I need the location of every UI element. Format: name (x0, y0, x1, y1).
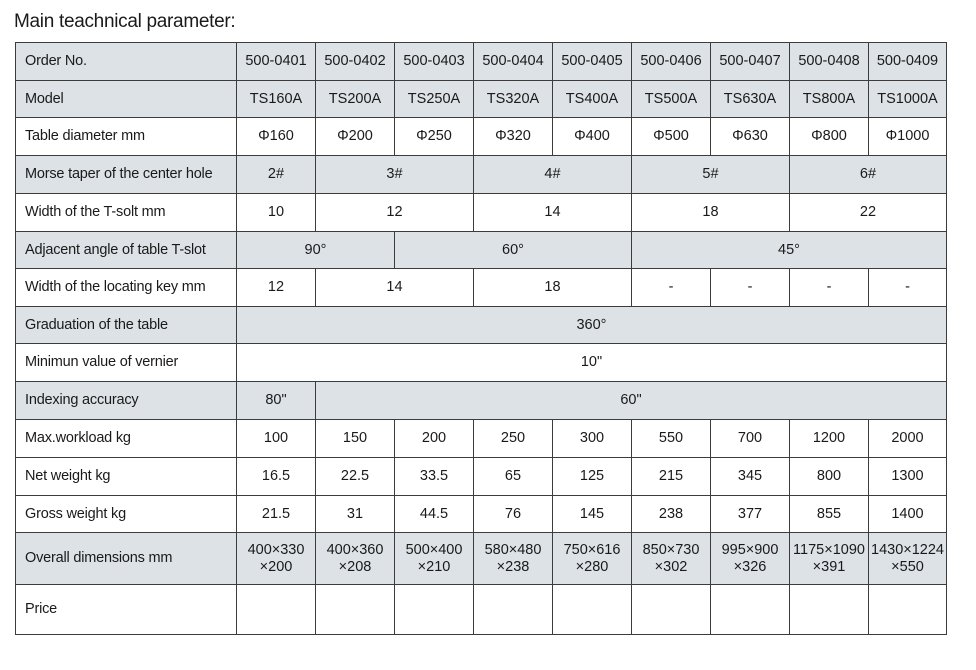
net-weight-cell: 33.5 (395, 458, 474, 496)
morse-cell: 2# (237, 156, 316, 194)
morse-cell: 5# (632, 156, 790, 194)
gross-weight-cell: 238 (632, 496, 711, 533)
dimension-cell: 995×900 ×326 (711, 533, 790, 585)
order-no-cell: 500-0409 (869, 43, 947, 81)
row-net-weight (16, 458, 947, 496)
row-label: Table diameter mm (16, 118, 237, 156)
diameter-cell: Φ1000 (869, 118, 947, 156)
net-weight-cell: 65 (474, 458, 553, 496)
indexing-cell: 80" (237, 382, 316, 420)
dimension-cell: 750×616 ×280 (553, 533, 632, 585)
row-label: Gross weight kg (16, 496, 237, 533)
order-no-cell: 500-0405 (553, 43, 632, 81)
dimension-cell: 400×360 ×208 (316, 533, 395, 585)
model-cell: TS160A (237, 81, 316, 118)
dimension-cell: 1430×1224 ×550 (869, 533, 947, 585)
row-label: Model (16, 81, 237, 118)
diameter-cell: Φ630 (711, 118, 790, 156)
workload-cell: 550 (632, 420, 711, 458)
workload-cell: 300 (553, 420, 632, 458)
tslot-width-cell: 18 (632, 194, 790, 232)
model-cell: TS200A (316, 81, 395, 118)
row-key-width (16, 269, 947, 307)
net-weight-cell: 22.5 (316, 458, 395, 496)
key-width-cell: 18 (474, 269, 632, 307)
row-tslot-width (16, 194, 947, 232)
order-no-cell: 500-0408 (790, 43, 869, 81)
row-vernier (16, 344, 947, 382)
price-cell (395, 585, 474, 635)
dimension-cell: 1175×1090 ×391 (790, 533, 869, 585)
diameter-cell: Φ320 (474, 118, 553, 156)
row-max-workload (16, 420, 947, 458)
row-graduation (16, 307, 947, 344)
key-width-cell: 12 (237, 269, 316, 307)
row-indexing-accuracy (16, 382, 947, 420)
order-no-cell: 500-0404 (474, 43, 553, 81)
key-width-cell: - (711, 269, 790, 307)
workload-cell: 700 (711, 420, 790, 458)
model-cell: TS630A (711, 81, 790, 118)
order-no-cell: 500-0407 (711, 43, 790, 81)
net-weight-cell: 1300 (869, 458, 947, 496)
row-label: Net weight kg (16, 458, 237, 496)
price-cell (869, 585, 947, 635)
row-label: Morse taper of the center hole (16, 156, 237, 194)
model-cell: TS250A (395, 81, 474, 118)
model-cell: TS320A (474, 81, 553, 118)
indexing-cell: 60" (316, 382, 947, 420)
order-no-cell: 500-0401 (237, 43, 316, 81)
page-title: Main teachnical parameter: (14, 11, 236, 32)
price-cell (553, 585, 632, 635)
gross-weight-cell: 44.5 (395, 496, 474, 533)
net-weight-cell: 215 (632, 458, 711, 496)
key-width-cell: 14 (316, 269, 474, 307)
gross-weight-cell: 76 (474, 496, 553, 533)
row-morse-taper (16, 156, 947, 194)
row-label: Width of the locating key mm (16, 269, 237, 307)
row-table-diameter (16, 118, 947, 156)
diameter-cell: Φ500 (632, 118, 711, 156)
row-label: Width of the T-solt mm (16, 194, 237, 232)
morse-cell: 6# (790, 156, 947, 194)
workload-cell: 250 (474, 420, 553, 458)
dimension-cell: 580×480 ×238 (474, 533, 553, 585)
diameter-cell: Φ250 (395, 118, 474, 156)
model-cell: TS400A (553, 81, 632, 118)
workload-cell: 150 (316, 420, 395, 458)
row-label: Max.workload kg (16, 420, 237, 458)
tslot-width-cell: 14 (474, 194, 632, 232)
graduation-cell: 360° (237, 307, 947, 344)
gross-weight-cell: 145 (553, 496, 632, 533)
model-cell: TS1000A (869, 81, 947, 118)
net-weight-cell: 345 (711, 458, 790, 496)
tslot-angle-cell: 90° (237, 232, 395, 269)
price-cell (632, 585, 711, 635)
row-label: Minimun value of vernier (16, 344, 237, 382)
workload-cell: 2000 (869, 420, 947, 458)
row-price (16, 585, 947, 635)
key-width-cell: - (790, 269, 869, 307)
row-label: Indexing accuracy (16, 382, 237, 420)
vernier-cell: 10" (237, 344, 947, 382)
price-cell (237, 585, 316, 635)
dimension-cell: 400×330 ×200 (237, 533, 316, 585)
dimension-cell: 500×400 ×210 (395, 533, 474, 585)
gross-weight-cell: 31 (316, 496, 395, 533)
diameter-cell: Φ400 (553, 118, 632, 156)
order-no-cell: 500-0402 (316, 43, 395, 81)
row-label: Adjacent angle of table T-slot (16, 232, 237, 269)
key-width-cell: - (632, 269, 711, 307)
diameter-cell: Φ160 (237, 118, 316, 156)
order-no-cell: 500-0406 (632, 43, 711, 81)
gross-weight-cell: 21.5 (237, 496, 316, 533)
tslot-width-cell: 12 (316, 194, 474, 232)
diameter-cell: Φ200 (316, 118, 395, 156)
row-label: Order No. (16, 43, 237, 81)
order-no-cell: 500-0403 (395, 43, 474, 81)
parameter-table (15, 42, 947, 635)
row-overall-dimensions (16, 533, 947, 585)
gross-weight-cell: 377 (711, 496, 790, 533)
tslot-width-cell: 10 (237, 194, 316, 232)
row-label: Overall dimensions mm (16, 533, 237, 585)
workload-cell: 100 (237, 420, 316, 458)
tslot-angle-cell: 45° (632, 232, 947, 269)
gross-weight-cell: 855 (790, 496, 869, 533)
price-cell (790, 585, 869, 635)
tslot-width-cell: 22 (790, 194, 947, 232)
diameter-cell: Φ800 (790, 118, 869, 156)
row-gross-weight (16, 496, 947, 533)
price-cell (474, 585, 553, 635)
workload-cell: 1200 (790, 420, 869, 458)
price-cell (711, 585, 790, 635)
row-label: Price (16, 585, 237, 635)
price-cell (316, 585, 395, 635)
morse-cell: 3# (316, 156, 474, 194)
row-order-no (16, 43, 947, 81)
net-weight-cell: 125 (553, 458, 632, 496)
dimension-cell: 850×730 ×302 (632, 533, 711, 585)
workload-cell: 200 (395, 420, 474, 458)
row-tslot-angle (16, 232, 947, 269)
row-label: Graduation of the table (16, 307, 237, 344)
gross-weight-cell: 1400 (869, 496, 947, 533)
net-weight-cell: 16.5 (237, 458, 316, 496)
tslot-angle-cell: 60° (395, 232, 632, 269)
morse-cell: 4# (474, 156, 632, 194)
net-weight-cell: 800 (790, 458, 869, 496)
row-model (16, 81, 947, 118)
model-cell: TS500A (632, 81, 711, 118)
key-width-cell: - (869, 269, 947, 307)
model-cell: TS800A (790, 81, 869, 118)
